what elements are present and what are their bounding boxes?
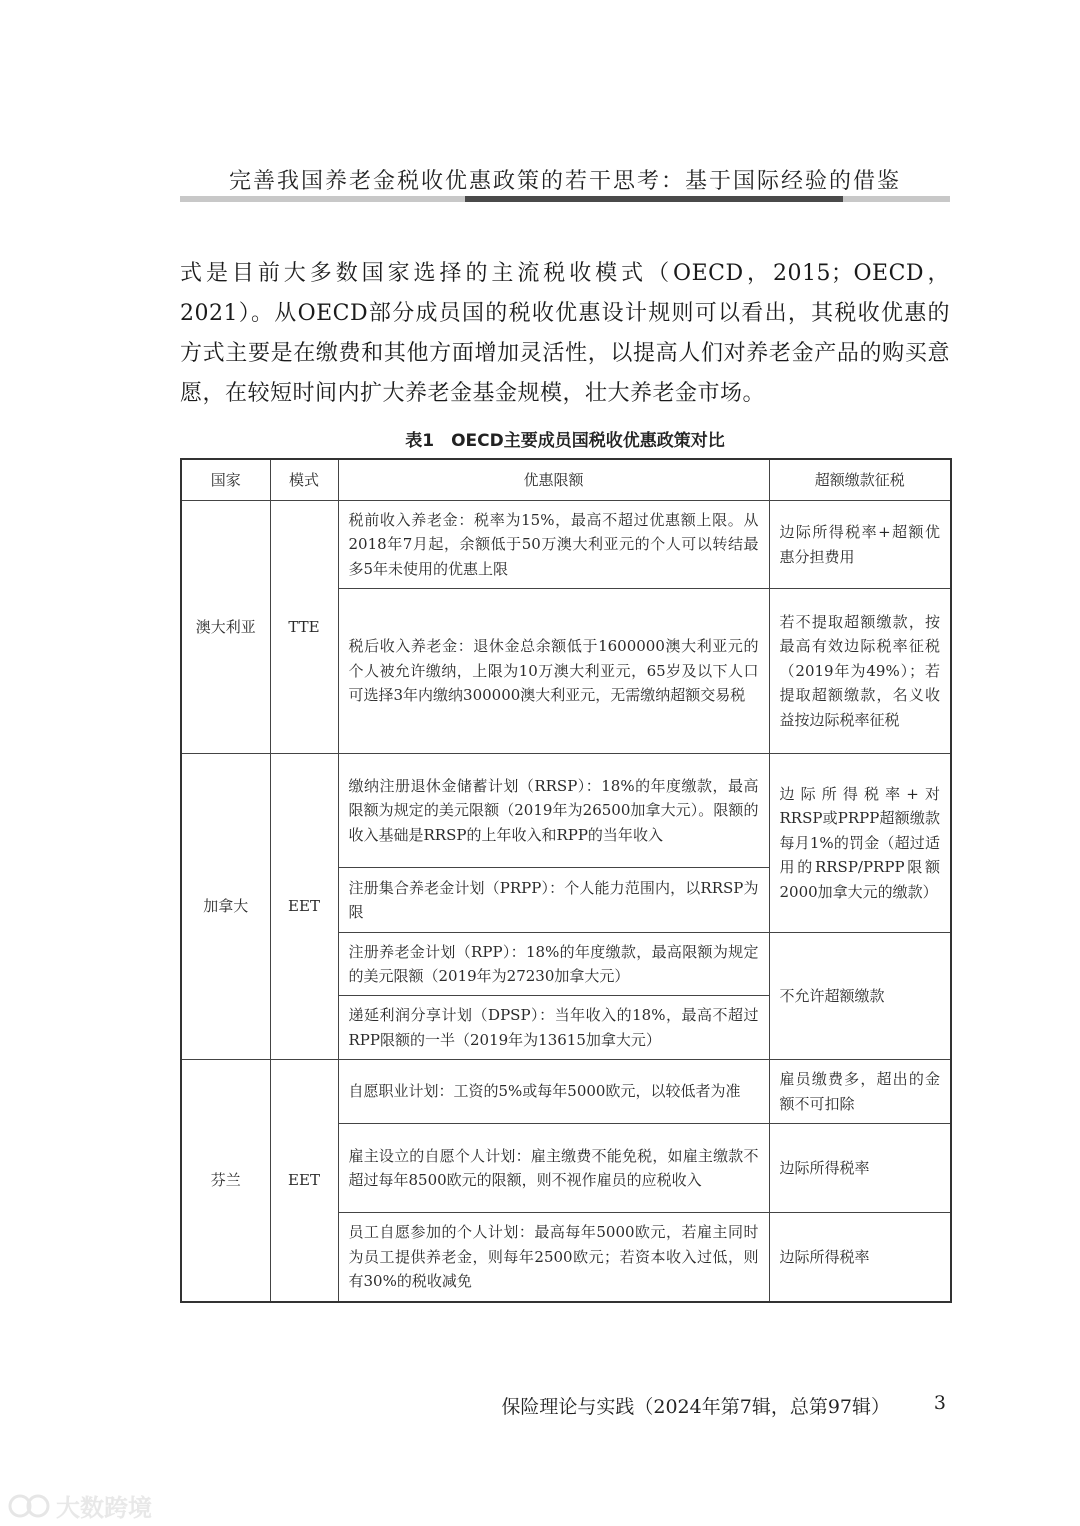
country-cell: 芬兰 xyxy=(181,1060,270,1302)
header-excess-tax: 超额缴款征税 xyxy=(769,459,951,501)
watermark-text: 大数跨境 xyxy=(56,1494,152,1522)
limit-cell: 自愿职业计划：工资的5%或每年5000欧元，以较低者为准 xyxy=(338,1060,769,1124)
body-paragraph: 式是目前大多数国家选择的主流税收模式（OECD，2015；OECD，2021）。从OECD部分成员国的税收优惠设计规则可以看出，其税收优惠的方式主要是在缴费和其他方面增加灵活性，以提高人们对养老金产品的购买意愿，在较短时间内扩大养老金基金规模，壮大养老金市场。 xyxy=(180,261,950,406)
country-cell: 加拿大 xyxy=(181,754,270,1060)
header-rule-accent xyxy=(465,196,843,202)
limit-cell: 注册养老金计划（RPP）：18%的年度缴款，最高限额为规定的美元限额（2019年为27230加拿大元） xyxy=(338,933,769,996)
header-mode: 模式 xyxy=(270,459,338,501)
tax-cell: 不允许超额缴款 xyxy=(769,933,951,1060)
limit-cell: 注册集合养老金计划（PRPP）：个人能力范围内，以RRSP为限 xyxy=(338,868,769,933)
tax-cell: 边际所得税率+超额优惠分担费用 xyxy=(769,501,951,589)
tax-cell: 若不提取超额缴款，按最高有效边际税率征税（2019年为49%）；若提取超额缴款，名义收益按边际税率征税 xyxy=(769,589,951,754)
policy-comparison-table xyxy=(180,458,952,1303)
tax-cell: 雇员缴费多，超出的金额不可扣除 xyxy=(769,1060,951,1124)
tax-cell: 边际所得税率+对RRSP或PRPP超额缴款每月1%的罚金（超过适用的RRSP/PRPP限额2000加拿大元的缴款） xyxy=(769,754,951,933)
watermark-logo-icon xyxy=(8,1492,52,1520)
header-rule xyxy=(180,196,950,202)
watermark xyxy=(8,1488,152,1523)
table-header-row xyxy=(181,459,951,501)
header-country: 国家 xyxy=(181,459,270,501)
mode-cell: EET xyxy=(270,754,338,1060)
header-limit: 优惠限额 xyxy=(338,459,769,501)
page-number: 3 xyxy=(933,1392,946,1414)
page-footer xyxy=(180,1392,950,1422)
running-header-title: 完善我国养老金税收优惠政策的若干思考：基于国际经验的借鉴 xyxy=(228,169,901,194)
country-cell: 澳大利亚 xyxy=(181,501,270,754)
limit-cell: 缴纳注册退休金储蓄计划（RRSP）：18%的年度缴款，最高限额为规定的美元限额（2019年为26500加拿大元）。限额的收入基础是RRSP的上年收入和RPP的当年收入 xyxy=(338,754,769,868)
tax-cell: 边际所得税率 xyxy=(769,1124,951,1213)
limit-cell: 递延利润分享计划（DPSP）：当年收入的18%，最高不超过RPP限额的一半（2019年为13615加拿大元） xyxy=(338,996,769,1060)
limit-cell: 雇主设立的自愿个人计划：雇主缴费不能免税，如雇主缴款不超过每年8500欧元的限额，则不视作雇员的应税收入 xyxy=(338,1124,769,1213)
table-row xyxy=(181,754,951,868)
table-row xyxy=(181,1060,951,1124)
tax-cell: 边际所得税率 xyxy=(769,1213,951,1302)
journal-citation: 保险理论与实践（2024年第7辑，总第97辑） xyxy=(501,1396,890,1418)
limit-cell: 税前收入养老金：税率为15%，最高不超过优惠额上限。从2018年7月起，余额低于50万澳大利亚元的个人可以转结最多5年未使用的优惠上限 xyxy=(338,501,769,589)
mode-cell: TTE xyxy=(270,501,338,754)
table-row xyxy=(181,501,951,589)
mode-cell: EET xyxy=(270,1060,338,1302)
limit-cell: 税后收入养老金：退休金总余额低于1600000澳大利亚元的个人被允许缴纳，上限为10万澳大利亚元，65岁及以下人口可选择3年内缴纳300000澳大利亚元，无需缴纳超额交易税 xyxy=(338,589,769,754)
table-caption: 表1 OECD主要成员国税收优惠政策对比 xyxy=(405,431,725,451)
limit-cell: 员工自愿参加的个人计划：最高每年5000欧元，若雇主同时为员工提供养老金，则每年2500欧元；若资本收入过低，则有30%的税收减免 xyxy=(338,1213,769,1302)
